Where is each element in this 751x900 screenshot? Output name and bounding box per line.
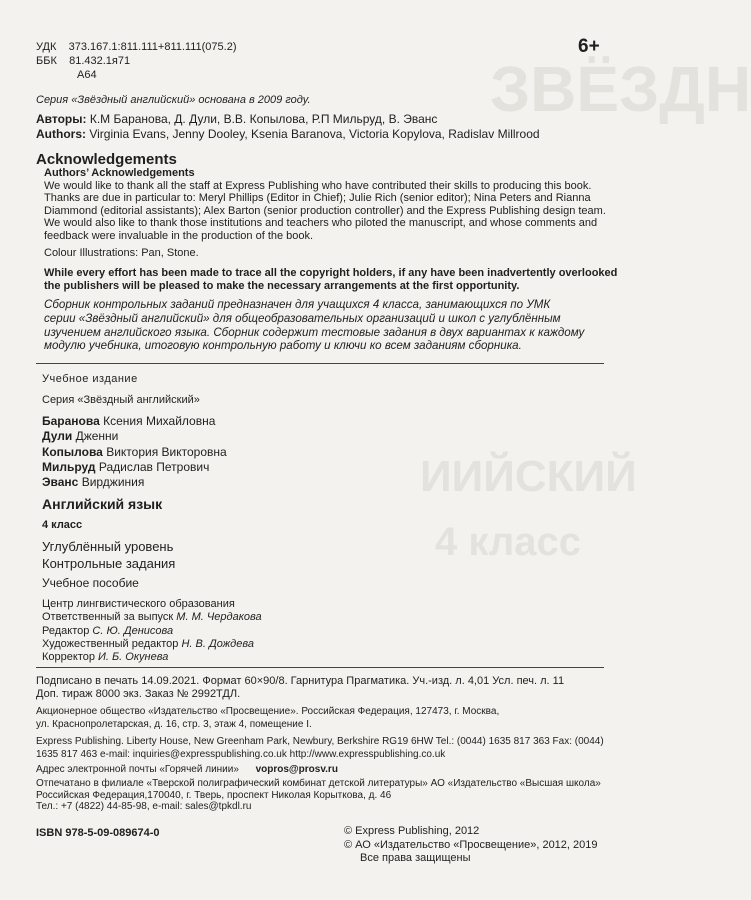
hotline: Адрес электронной почты «Горячей линии» vopros@prosv.ru (36, 764, 338, 775)
divider-top (36, 363, 604, 364)
copyright-block: © Express Publishing, 2012 © АО «Издательство «Просвещение», 2012, 2019 Все права защищены (344, 825, 598, 864)
divider-middle (36, 667, 604, 668)
edition-kind: Учебное пособие (42, 576, 139, 590)
ack-title: Acknowledgements (36, 151, 177, 168)
express-address: Express Publishing. Liberty House, New Greenham Park, Newbury, Berkshire RG19 6HW Tel.: (0044) 1635 817 363 Fax: (0044) 1635 817 463 e-mail: inquiries@expresspublishing.co.uk http://www.expresspublishing.co.uk (36, 736, 604, 760)
print-signed: Подписано в печать 14.09.2021. Формат 60×90/8. Гарнитура Прагматика. Уч.-изд. л. 4,01 Усл. печ. л. 11 Доп. тираж 8000 экз. Заказ № 2992ТДЛ. (36, 675, 565, 700)
udk-line: УДК 373.167.1:811.111+811.111(075.2) (36, 41, 237, 53)
ack-subtitle: Authors’ Acknowledgements (44, 167, 195, 179)
publisher-address: Акционерное общество «Издательство «Просвещение». Российская Федерация, 127473, г. Москва, ул. Краснопролетарская, д. 16, стр. 3, этаж 4, помещение I. (36, 706, 500, 730)
description: Сборник контрольных заданий предназначен для учащихся 4 класса, занимающихся по УМК серии «Звёздный английский» для общеобразовательных организаций и школ с углублённым изучением английского языка. Сборник содержит тестовые задания в двух вариантах к каждому модулю учебника, итоговую контрольную работу и ключи ко всем заданиям сборника. (44, 298, 585, 353)
edition-series: Серия «Звёздный английский» (42, 394, 200, 406)
author-entry: Копылова Виктория Викторовна (42, 444, 227, 459)
level-part: Углублённый уровень Контрольные задания (42, 539, 176, 571)
hotline-email: vopros@prosv.ru (255, 764, 338, 775)
authors-en: Authors: Virginia Evans, Jenny Dooley, Ksenia Baranova, Victoria Kopylova, Radislav Millrood (36, 127, 540, 141)
edition-type: Учебное издание (42, 373, 138, 385)
show-through-subtitle: ИИЙСКИЙ (420, 452, 637, 501)
author-mark: А64 (77, 69, 97, 81)
ack-illustrations: Colour Illustrations: Pan, Stone. (44, 247, 199, 259)
staff-block: Центр лингвистического образования Ответственный за выпуск М. М. Чердакова Редактор С. Ю. Денисова Художественный редактор Н. В. Дождева Корректор И. Б. Окунева (42, 598, 262, 664)
ack-body: We would like to thank all the staff at Express Publishing who have contributed their skills to producing this book. Thanks are due in particular to: Meryl Phillips (Editor in Chief); Julie Rich (senior editor); Nina Peters and Rianna Diammond (editorial assistants); Alex Barton (senior production controller) and the Express Publishing design team. We would also like to thank those institutions and teachers who piloted the manuscript, and whose comments and feedback were invaluable in the production of the book. (44, 180, 606, 242)
author-entry: Мильруд Радислав Петрович (42, 459, 210, 474)
printer-info: Отпечатано в филиале «Тверской полиграфический комбинат детской литературы» АО «Издательство «Высшая школа» Российская Федерация,170040, г. Тверь, проспект Николая Корыткова, д. 46 Тел.: +7 (4822) 44-85-98, e-mail: sales@tpkdl.ru (36, 778, 601, 812)
book-title: Английский язык (42, 496, 163, 512)
authors-list (42, 414, 227, 490)
author-entry: Эванс Вирджиния (42, 475, 145, 490)
author-entry: Дули Дженни (42, 429, 119, 444)
age-rating: 6+ (578, 36, 600, 57)
ack-copyright-note: While every effort has been made to trace all the copyright holders, if any have been inadvertently overlooked the publishers will be pleased to make the necessary arrangements at the first opportunity. (44, 267, 618, 292)
authors-ru: Авторы: К.М Баранова, Д. Дули, В.В. Копылова, Р.П Мильруд, В. Эванс (36, 112, 438, 126)
show-through-grade: 4 класс (435, 520, 582, 564)
isbn: ISBN 978-5-09-089674-0 (36, 827, 160, 839)
grade: 4 класс (42, 519, 83, 531)
author-entry: Баранова Ксения Михайловна (42, 414, 216, 428)
series-note: Серия «Звёздный английский» основана в 2009 году. (36, 94, 311, 106)
bbk-line: ББК 81.432.1я71 (36, 55, 131, 67)
show-through-title: ЗВЁЗДН (490, 53, 751, 125)
